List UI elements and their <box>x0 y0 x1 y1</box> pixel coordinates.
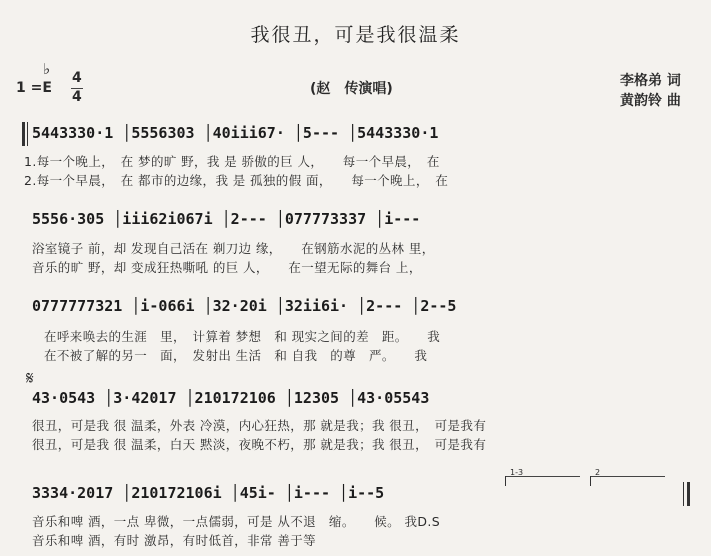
final-barline-thick <box>687 482 690 506</box>
lyrics-row-1-verse-2: 2.每一个早晨， 在 都市的边缘，我 是 孤独的假 面， 每一个晚上， 在 <box>24 173 449 188</box>
time-signature-top: 4 <box>72 70 82 86</box>
repeat-start-barline <box>22 122 25 146</box>
volta-2-label: 2 <box>595 468 601 477</box>
lyrics-row-4-verse-2: 很丑，可是我 很 温柔，白天 黙淡，夜晚不朽，那 就是我；我 很丑， 可是我有 <box>32 437 487 452</box>
composer-credit: 黄韵铃 曲 <box>620 93 681 109</box>
volta-1-label: 1-3 <box>510 468 524 477</box>
song-title: 我很丑，可是我很温柔 <box>250 24 461 46</box>
lyrics-row-5-verse-1: 音乐和啤 酒，一点 卑微，一点儒弱，可是 从不退 缩。 候。 我D.S <box>32 514 441 529</box>
key-signature: 1 =E <box>16 80 52 96</box>
lyrics-row-5-verse-2: 音乐和啤 酒，有时 激昂，有时低首，非常 善于等 <box>32 533 317 548</box>
time-signature-bottom: 4 <box>72 89 82 105</box>
notation-row-1: 5443330·1 │5556303 │40iii67· │5--- │5443330·1 <box>32 124 439 142</box>
lyrics-row-2-verse-1: 浴室镜子 前，却 发现自己活在 剃刀边 缘， 在钢筋水泥的丛林 里， <box>32 241 435 256</box>
lyrics-row-3-verse-1: 在呼来唤去的生涯 里， 计算着 梦想 和 现实之间的差 距。 我 <box>44 329 441 344</box>
singer-credit: (赵 传演唱) <box>310 81 393 97</box>
final-barline-thin <box>683 482 684 506</box>
flat-sign: ♭ <box>43 60 51 78</box>
lyrics-row-1-verse-1: 1.每一个晚上， 在 梦的旷 野，我 是 骄傲的巨 人， 每一个早晨， 在 <box>24 154 440 169</box>
volta-2-bracket <box>590 476 665 477</box>
segno-sign: 𝄋 <box>26 368 34 389</box>
notation-row-3: 0777777321 │i-066i │32·20i │32ii6i· │2--- │2--5 <box>32 297 457 315</box>
volta-1-hook <box>505 476 506 486</box>
lyrics-row-2-verse-2: 音乐的旷 野，却 变成狂热嘶吼 的巨 人， 在一望无际的舞台 上， <box>32 260 422 275</box>
notation-row-5: 3334·2017 │210172106i │45i- │i--- │i--5 <box>32 484 385 502</box>
notation-row-4: 43·0543 │3·42017 │210172106 │12305 │43·05543 <box>32 389 430 407</box>
lyricist-credit: 李格弟 词 <box>620 73 681 89</box>
repeat-start-thin <box>27 122 28 146</box>
lyrics-row-3-verse-2: 在不被了解的另一 面， 发射出 生活 和 自我 的尊 严。 我 <box>44 348 428 363</box>
lyrics-row-4-verse-1: 很丑，可是我 很 温柔，外表 冷漠，内心狂热，那 就是我；我 很丑， 可是我有 <box>32 418 487 433</box>
volta-2-hook <box>590 476 591 486</box>
notation-row-2: 5556·305 │iii62i067i │2--- │077773337 │i--- <box>32 210 421 228</box>
